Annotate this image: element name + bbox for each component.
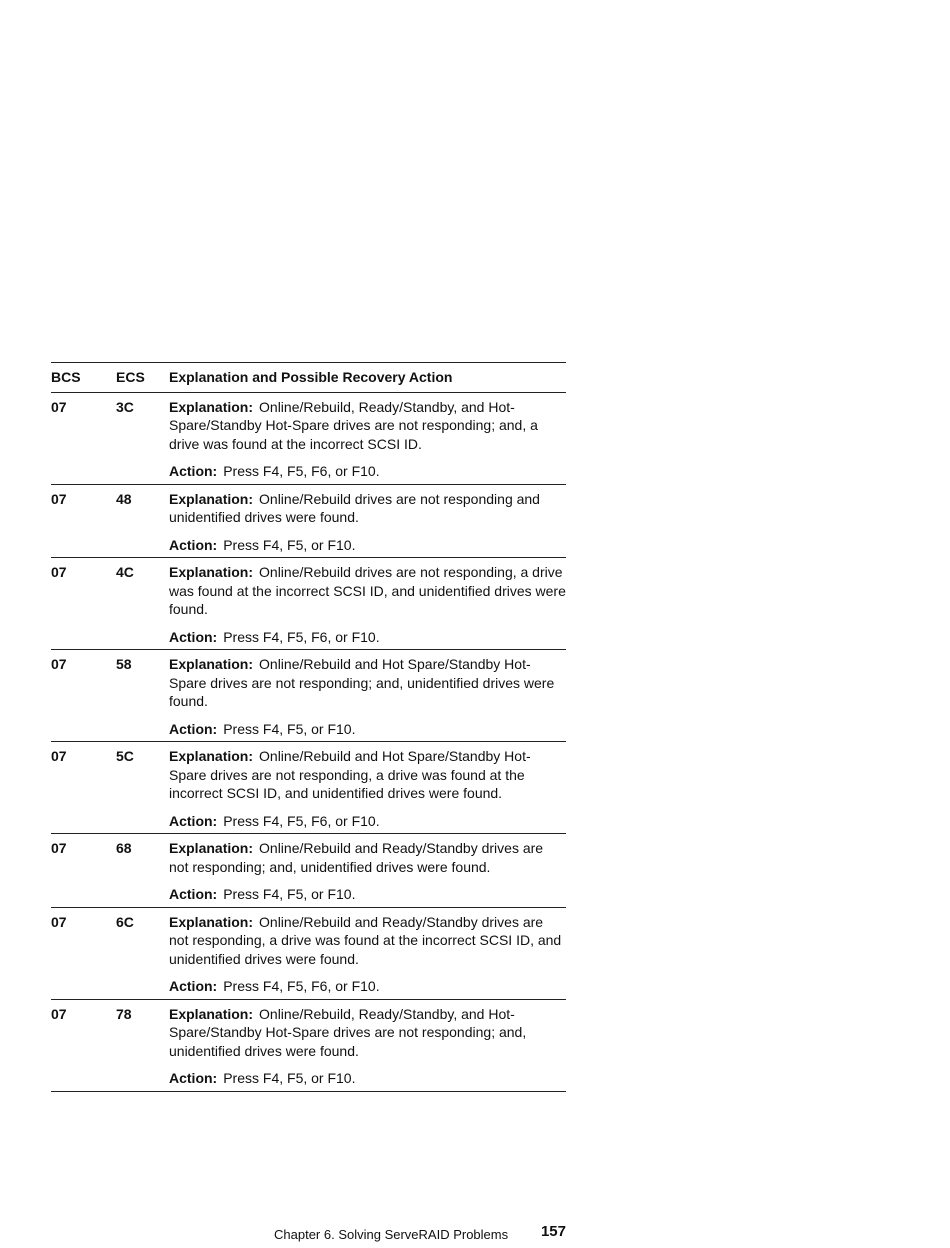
table-row [51, 558, 566, 650]
action-text: Press F4, F5, F6, or F10. [223, 463, 380, 479]
explanation-label: Explanation: [169, 913, 254, 930]
bcs-code: 07 [51, 907, 116, 999]
explanation-label: Explanation: [169, 656, 254, 672]
table-row [51, 484, 566, 558]
explanation-text: Online/Rebuild, Ready/Standby, and Hot-Spare/Standby Hot-Spare drives are not responding; and, unidentified drives were found. [169, 1005, 527, 1059]
action-paragraph [169, 885, 566, 904]
bcs-code: 07 [51, 484, 116, 558]
explanation-cell [169, 484, 566, 558]
explanation-text: Online/Rebuild and Hot Spare/Standby Hot-Spare drives are not responding; and, unidentified drives were found. [169, 656, 555, 709]
explanation-label: Explanation: [169, 490, 254, 507]
action-label: Action: [169, 720, 218, 737]
action-paragraph [169, 536, 566, 555]
explanation-cell [169, 742, 566, 834]
ecs-code: 58 [116, 650, 169, 742]
explanation-text: Online/Rebuild and Ready/Standby drives are not responding, a drive was found at the incorrect SCSI ID, and unidentified drives were found. [169, 913, 562, 967]
page-number: 157 [540, 1223, 566, 1240]
action-label: Action: [169, 812, 218, 829]
action-text: Press F4, F5, or F10. [223, 536, 356, 553]
ecs-code: 48 [116, 484, 169, 558]
error-code-table [51, 362, 566, 1092]
action-paragraph [169, 1069, 566, 1088]
explanation-cell [169, 907, 566, 999]
table-header-row [51, 363, 566, 393]
action-paragraph [169, 628, 566, 647]
table-row [51, 392, 566, 484]
bcs-code: 07 [51, 558, 116, 650]
explanation-text: Online/Rebuild and Ready/Standby drives are not responding; and, unidentified drives were found. [169, 840, 544, 875]
explanation-paragraph [169, 1005, 566, 1061]
chapter-title: Chapter 6. Solving ServeRAID Problems [274, 1227, 509, 1242]
explanation-text: Online/Rebuild drives are not responding, a drive was found at the incorrect SCSI ID, and unidentified drives were found. [169, 564, 566, 617]
explanation-cell [169, 558, 566, 650]
action-label: Action: [169, 1070, 218, 1086]
action-label: Action: [169, 463, 218, 479]
bcs-code: 07 [51, 650, 116, 742]
table-body [51, 392, 566, 1091]
action-text: Press F4, F5, F6, or F10. [223, 628, 380, 645]
bcs-code: 07 [51, 398, 67, 415]
explanation-label: Explanation: [169, 1005, 254, 1022]
header-bcs: BCS [51, 363, 116, 393]
ecs-code: 68 [116, 834, 169, 908]
action-paragraph [169, 462, 566, 481]
action-text: Press F4, F5, or F10. [223, 886, 356, 902]
action-paragraph [169, 977, 566, 996]
explanation-paragraph [169, 747, 566, 803]
explanation-paragraph [169, 839, 566, 876]
explanation-cell [169, 650, 566, 742]
table-row [51, 742, 566, 834]
bcs-code: 07 [51, 999, 116, 1091]
explanation-paragraph [169, 913, 566, 969]
explanation-text: Online/Rebuild, Ready/Standby, and Hot-Spare/Standby Hot-Spare drives are not responding; and, a drive was found at the incorrect SCSI ID. [169, 398, 538, 452]
ecs-code: 6C [116, 907, 169, 999]
action-label: Action: [169, 536, 218, 553]
action-paragraph [169, 812, 566, 831]
bcs-code: 07 [51, 834, 116, 908]
ecs-code: 4C [116, 558, 169, 650]
table-row [51, 907, 566, 999]
explanation-label: Explanation: [169, 748, 254, 764]
action-text: Press F4, F5, F6, or F10. [223, 978, 380, 994]
explanation-text: Online/Rebuild drives are not responding and unidentified drives were found. [169, 490, 540, 525]
table-row [51, 834, 566, 908]
explanation-label: Explanation: [169, 398, 254, 415]
action-paragraph [169, 720, 566, 739]
ecs-code: 3C [116, 398, 134, 415]
table-row [51, 999, 566, 1091]
action-text: Press F4, F5, or F10. [223, 720, 356, 737]
header-ecs: ECS [116, 363, 169, 393]
ecs-code: 78 [116, 999, 169, 1091]
explanation-text: Online/Rebuild and Hot Spare/Standby Hot-Spare drives are not responding, a drive was found at the incorrect SCSI ID, and unidentified drives were found. [169, 748, 531, 801]
explanation-cell [169, 999, 566, 1091]
action-label: Action: [169, 628, 218, 645]
action-label: Action: [169, 978, 218, 994]
bcs-code: 07 [51, 742, 116, 834]
explanation-cell [169, 392, 566, 484]
explanation-label: Explanation: [169, 564, 254, 580]
explanation-label: Explanation: [169, 840, 254, 856]
explanation-paragraph [169, 398, 566, 454]
explanation-paragraph [169, 563, 566, 619]
explanation-cell [169, 834, 566, 908]
explanation-paragraph [169, 490, 566, 527]
ecs-code: 5C [116, 742, 169, 834]
action-text: Press F4, F5, F6, or F10. [223, 812, 380, 829]
action-text: Press F4, F5, or F10. [223, 1070, 356, 1086]
action-label: Action: [169, 886, 218, 902]
explanation-paragraph [169, 655, 566, 711]
header-explanation: Explanation and Possible Recovery Action [169, 363, 566, 393]
table-row [51, 650, 566, 742]
